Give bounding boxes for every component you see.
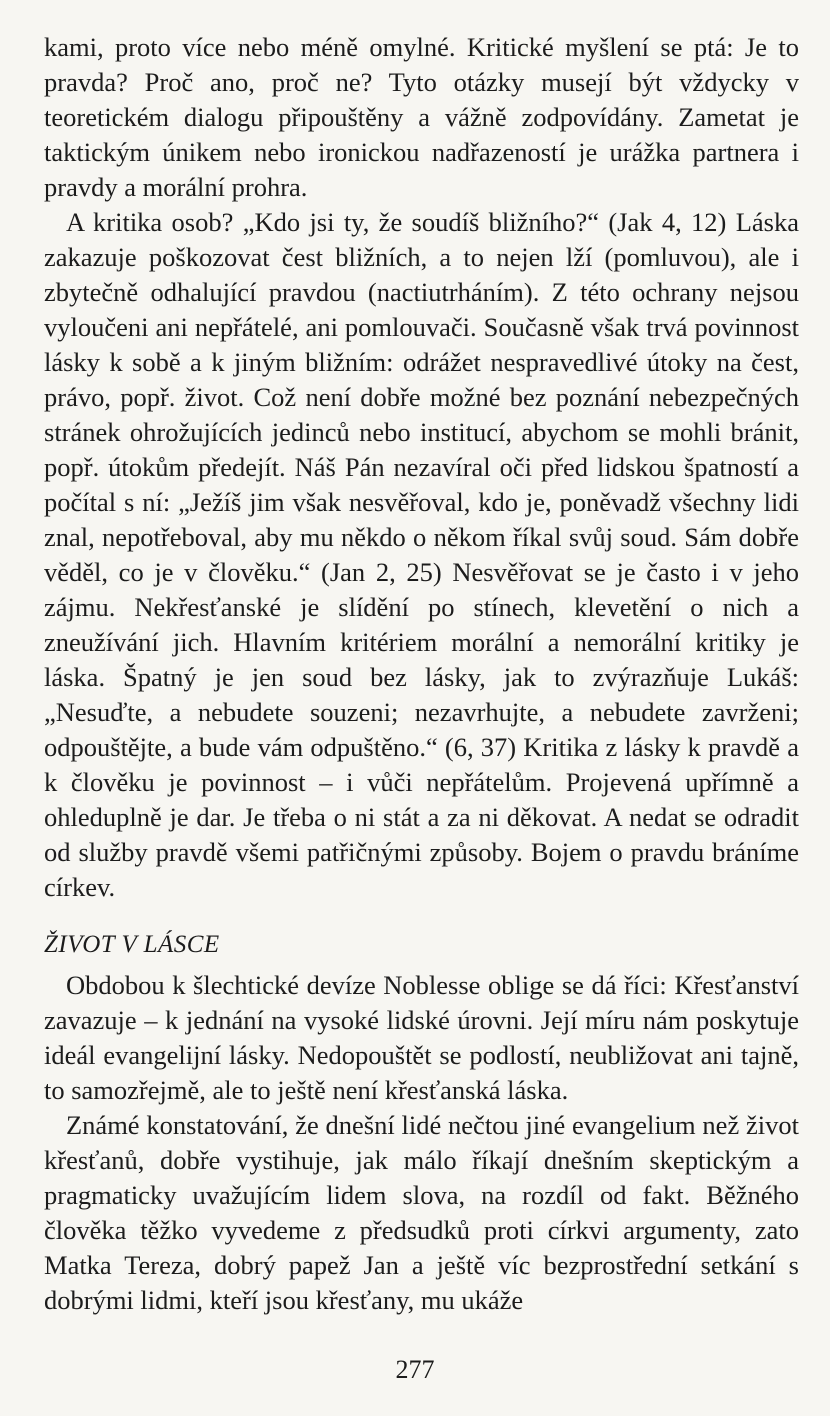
section-heading: ŽIVOT V LÁSCE [44, 931, 220, 958]
paragraph-gospel-of-life: Známé konstatování, že dnešní lidé nečtou jiné evangelium než život křesťanů, dobře vystihuje, jak málo říkají dnešním skeptickým a pragmaticky uvažujícím lidem slova, na rozdíl od fakt. Běžného člověka těžko vyvedeme z předsudků proti církvi argumenty, zato Matka Tereza, dobrý papež Jan a ještě víc bezprostřední setkání s dobrými lidmi, kteří jsou křesťany, mu ukáže [44, 1110, 799, 1315]
page-number: 277 [395, 1355, 435, 1384]
page-body [44, 30, 799, 1318]
paragraph-critical-thinking: kami, proto více nebo méně omylné. Kritické myšlení se ptá: Je to pravda? Proč ano, proč ne? Tyto otázky musejí být vždycky v teoretickém dialogu připouštěny a vážně zodpovídány. Zametat je taktickým únikem nebo ironickou nadřazeností je urážka partnera i pravdy a morální prohra. [44, 32, 799, 202]
paragraph-noblesse-oblige: Obdobou k šlechtické devíze Noblesse oblige se dá říci: Křesťanství zavazuje – k jednání na vysoké lidské úrovni. Její míru nám poskytuje ideál evangelijní lásky. Nedopouštět se podlostí, neubližovat ani tajně, to samozřejmě, ale to ještě není křesťanská láska. [44, 970, 799, 1105]
paragraph-critique-of-persons: A kritika osob? „Kdo jsi ty, že soudíš bližního?“ (Jak 4, 12) Láska zakazuje poškozovat čest bližních, a to nejen lží (pomluvou), ale i zbytečně odhalující pravdou (nactiutrháním). Z této ochrany nejsou vyloučeni ani nepřátelé, ani pomlouvači. Současně však trvá povinnost lásky k sobě a k jiným bližním: odrážet nespravedlivé útoky na čest, právo, popř. život. Což není dobře možné bez poznání nebezpečných stránek ohrožujících jedinců nebo institucí, abychom se mohli bránit, popř. útokům předejít. Náš Pán nezavíral oči před lidskou špatností a počítal s ní: „Ježíš jim však nesvěřoval, kdo je, poněvadž všechny lidi znal, nepotřeboval, aby mu někdo o někom říkal svůj soud. Sám dobře věděl, co je v člověku.“ (Jan 2, 25) Nesvěřovat se je často i v jeho zájmu. Nekřesťanské je slídění po stínech, klevetění o nich a zneužívání jich. Hlavním kritériem morální a nemorální kritiky je láska. Špatný je jen soud bez lásky, jak to zvýrazňuje Lukáš: „Nesuďte, a nebudete souzeni; nezavrhujte, a nebudete zavrženi; odpouštějte, a bude vám odpuštěno.“ (6, 37) Kritika z lásky k pravdě a k člověku je povinnost – i vůči nepřátelům. Projevená upřímně a ohleduplně je dar. Je třeba o ni stát a za ni děkovat. A nedat se odradit od služby pravdě všemi patřičnými způsoby. Bojem o pravdu bráníme církev. [44, 207, 799, 902]
